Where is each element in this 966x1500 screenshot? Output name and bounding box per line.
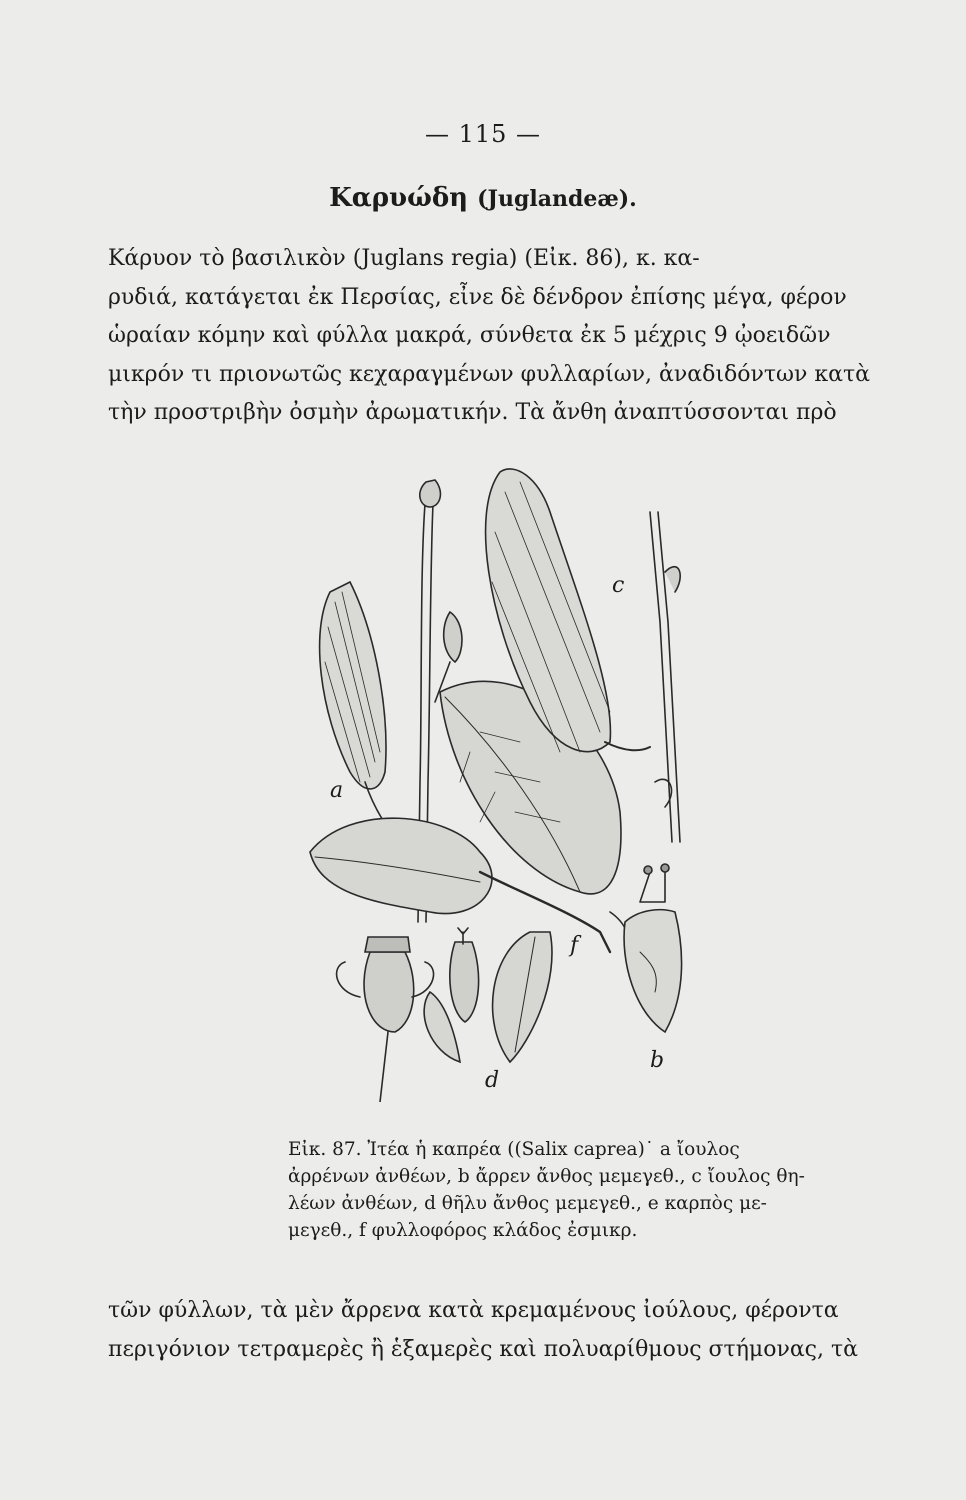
caption-line: λέων ἀνθέων, d θῆλυ ἄνθος μεμεγεθ., e καρπὸς με- <box>288 1193 767 1214</box>
heading-latin: (Juglandeæ). <box>477 186 637 212</box>
figure-label-a: a <box>330 778 344 803</box>
heading-greek: Καρυώδη <box>329 183 469 213</box>
salix-caprea-illustration <box>280 452 720 1102</box>
caption-line: μεγεθ., f φυλλοφόρος κλάδος ἐσμικρ. <box>288 1220 638 1241</box>
fruit-detail-drawing <box>337 937 434 1102</box>
text-line: μικρόν τι πριονωτῶς κεχαραγμένων φυλλαρίων, ἀναδιδόντων κατὰ <box>108 361 870 387</box>
caption-line: Εἰκ. 87. Ἰτέα ἡ καπρέα ((Salix caprea)˙ a ἴουλος <box>288 1139 740 1160</box>
figure-label-d: d <box>485 1068 500 1093</box>
figure-label-c: c <box>612 573 625 598</box>
figure-label-f: f <box>570 933 579 958</box>
caption-line: ἀρρένων ἀνθέων, b ἄρρεν ἄνθος μεμεγεθ., c ἴουλος θη- <box>288 1166 805 1187</box>
page-number: — 115 — <box>424 120 542 148</box>
text-line: τὴν προστριβὴν ὀσμὴν ἀρωματικήν. Τὰ ἄνθη ἀναπτύσσονται πρὸ <box>108 400 837 425</box>
female-flower-detail-drawing <box>424 928 478 1062</box>
male-catkin-drawing <box>320 582 400 844</box>
paragraph-continuation <box>108 1292 878 1369</box>
text-line: τῶν φύλλων, τὰ μὲν ἄρρενα κατὰ κρεμαμένους ἰούλους, φέροντα <box>108 1298 839 1323</box>
figure-caption <box>288 1136 805 1244</box>
male-flower-detail-drawing <box>624 864 682 1032</box>
text-line: περιγόνιον τετραμερὲς ἢ ἑξαμερὲς καὶ πολυαρίθμους στήμονας, τὰ <box>108 1336 859 1362</box>
text-line: Κάρυον τὸ βασιλικὸν (Juglans regia) (Εἰκ. 86), κ. κα- <box>108 246 700 271</box>
text-line: ρυδιά, κατάγεται ἐκ Περσίας, εἶνε δὲ δένδρον ἐπίσης μέγα, φέρον <box>108 284 847 310</box>
figure-label-b: b <box>650 1048 665 1073</box>
bare-twig-drawing <box>650 512 680 842</box>
text-line: ὡραίαν κόμην καὶ φύλλα μακρά, σύνθετα ἐκ 5 μέχρις 9 ᾠοειδῶν <box>108 323 831 348</box>
section-heading <box>0 183 966 213</box>
paragraph-juglans <box>108 240 878 433</box>
